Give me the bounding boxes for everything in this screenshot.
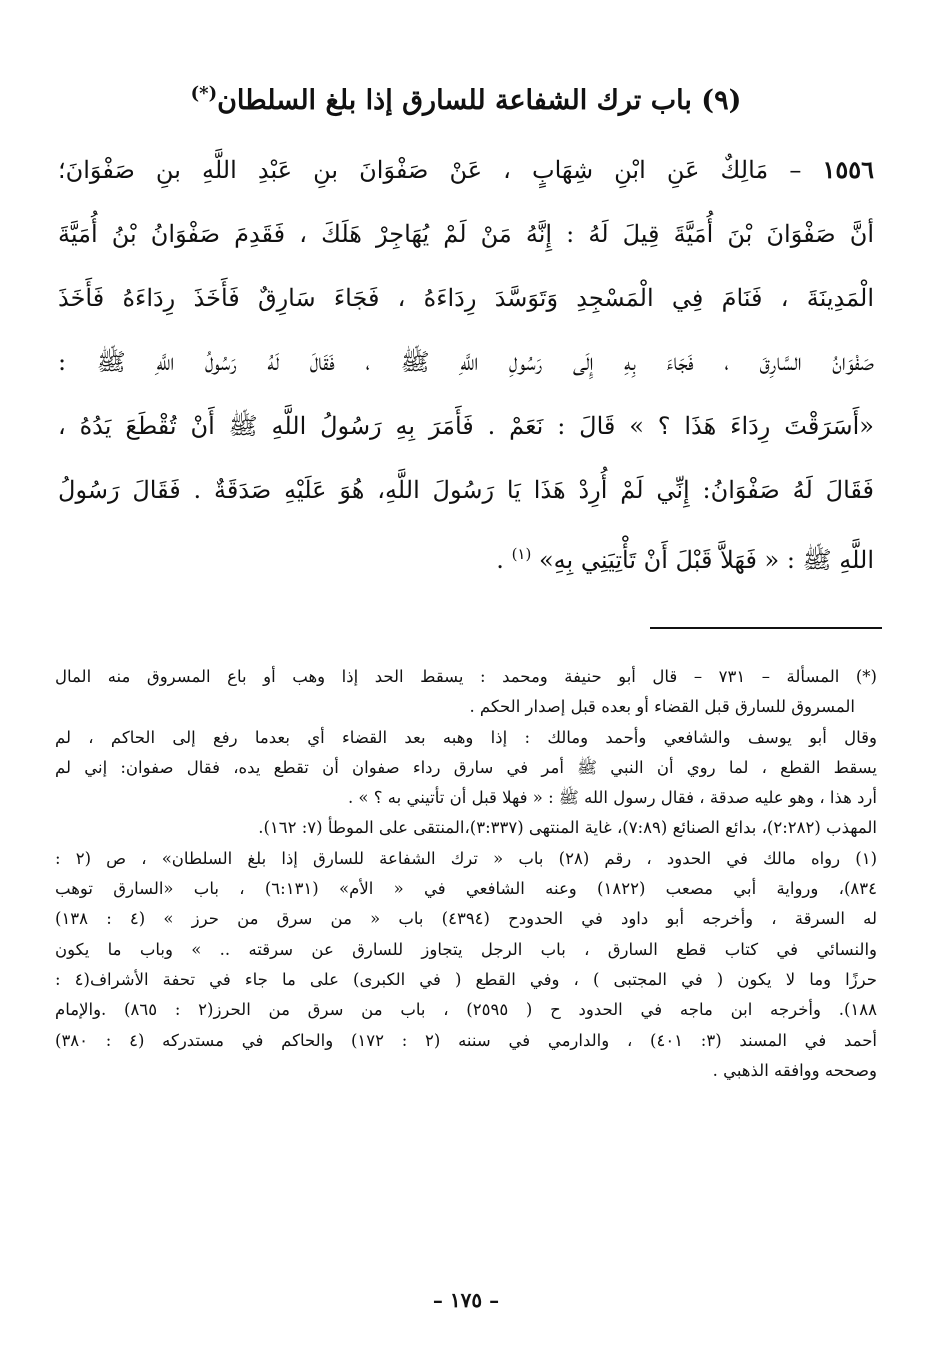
- footnote-line: (*) المسألة – ٧٣١ – قال أبو حنيفة ومحمد : يسقط الحد إذا وهب أو باع المسروق منه المال: [55, 667, 877, 686]
- chapter-title: [120, 70, 812, 125]
- footnote-line: حرزًا وما لا يكون ( في المجتبى ) ، وفي القطع ( في الكبرى) على ما جاء في تحفة الأشراف(٤ :: [55, 969, 877, 989]
- footnotes: [55, 662, 877, 1086]
- footnote-line: وقال أبو يوسف والشافعي وأحمد ومالك : إذا وهبه بعد القضاء أي بعدما رفع إلى الحاكم ، لم: [55, 727, 877, 747]
- footnote-line: ١٨٨). وأخرجه ابن ماجه في الحدود ح ( ٢٥٩٥) ، باب من سرق من الحرز(٢ : ٨٦٥) .والإمام: [55, 1000, 877, 1020]
- hadith-line: فَقَالَ لَهُ صَفْوَانُ: إِنِّي لَمْ أُرِدْ هَذَا يَا رَسُولَ اللَّهِ، هُوَ عَلَيْهِ صَدَقَةٌ . فَقَالَ رَسُولُ: [58, 476, 874, 504]
- hadith-text: [58, 138, 874, 592]
- hadith-line-text: اللَّهِ ﷺ : « فَهَلاَّ قَبْلَ أَنْ تَأْتِيَنِي بِهِ»: [531, 546, 874, 574]
- footnote-line: أحمد في المسند (٣: ٤٠١) ، والدارمي في سننه (٢ : ١٧٢) والحاكم في مستدركه (٤ : ٣٨٠): [55, 1030, 877, 1050]
- chapter-title-mark: (*): [190, 83, 218, 104]
- hadith-line: [58, 138, 874, 202]
- footnote-reference: (١): [511, 545, 532, 563]
- footnote-line: والنسائي في كتاب قطع السارق ، باب الرجل يتجاوز للسارق عن سرقته .. » وباب ما يكون: [55, 939, 877, 959]
- hadith-line: أنَّ صَفْوَانَ بْنَ أُمَيَّةَ قِيلَ لَهُ : إِنَّهُ مَنْ لَمْ يُهَاجِرْ هَلَكَ ، فَقَدِمَ صَفْوَانُ بْنُ أُمَيَّةَ: [58, 220, 874, 248]
- footnote-divider: [650, 627, 882, 629]
- footnote-line: وصححه ووافقه الذهبي .: [712, 1060, 877, 1080]
- footnote-line: (١) رواه مالك في الحدود ، رقم (٢٨) باب « ترك الشفاعة للسارق إذا بلغ السلطان» ، ص (٢ :: [55, 848, 877, 868]
- hadith-line-text: – مَالِكٌ عَنِ ابْنِ شِهَابٍ ، عَنْ صَفْوَانَ بنِ عَبْدِ اللَّهِ بنِ صَفْوَانَ؛: [58, 156, 802, 184]
- footnote-line: أرد هذا ، وهو عليه صدقة ، فقال رسول الله ﷺ : « فهلا قبل أن تأتيني به ؟ » .: [347, 788, 877, 808]
- hadith-number: ١٥٥٦: [822, 155, 874, 184]
- chapter-title-text: (٩) باب ترك الشفاعة للسارق إذا بلغ السلطان: [217, 85, 742, 116]
- footnote-line: المسروق للسارق قبل القضاء أو بعده قبل إصدار الحكم .: [469, 697, 855, 717]
- hadith-end-mark: .: [496, 546, 504, 574]
- footnote-line: يسقط القطع ، لما روي أن النبي ﷺ أمر في سارق رداء صفوان أن تقطع يده، فقال صفوان: إني لم: [55, 757, 877, 777]
- page-number: – ١٧٥ –: [432, 1288, 500, 1312]
- hadith-line: صَفْوَانُ السَّارِقَ ، فَجَاءَ بِهِ إِلَى رَسُولِ اللَّهِ ﷺ ، فَقَالَ لَهُ رَسُولُ اللَّهِ ﷺ :: [58, 348, 874, 376]
- footnote-line: المهذب (٢:٢٨٢)، بدائع الصنائع (٧:٨٩)، غاية المنتهى (٣:٣٣٧)،المنتقى على الموطأ (٧: ١٦٢).: [258, 818, 877, 838]
- footnote-line: ٨٣٤)، ورواية أبي مصعب (١٨٢٢) وعنه الشافعي في « الأم» (٦:١٣١) ، باب «السارق توهب: [55, 879, 877, 899]
- footnote-line: له السرقة ، وأخرجه أبو داود في الحدودح (٤٣٩٤) باب « من سرق من حرز » (٤ : ١٣٨): [55, 909, 877, 929]
- hadith-line: الْمَدِينَةَ ، فَنَامَ فِي الْمَسْجِدِ وَتَوَسَّدَ رِدَاءَهُ ، فَجَاءَ سَارِقٌ فَأَخَذَ رِدَاءَهُ فَأَخَذَ: [58, 284, 874, 312]
- hadith-line: «أَسَرَقْتَ رِدَاءَ هَذَا ؟ » قَالَ : نَعَمْ . فَأَمَرَ بِهِ رَسُولُ اللَّهِ ﷺ أَنْ تُقْطَعَ يَدُهُ ،: [58, 412, 874, 440]
- hadith-line: [58, 522, 874, 592]
